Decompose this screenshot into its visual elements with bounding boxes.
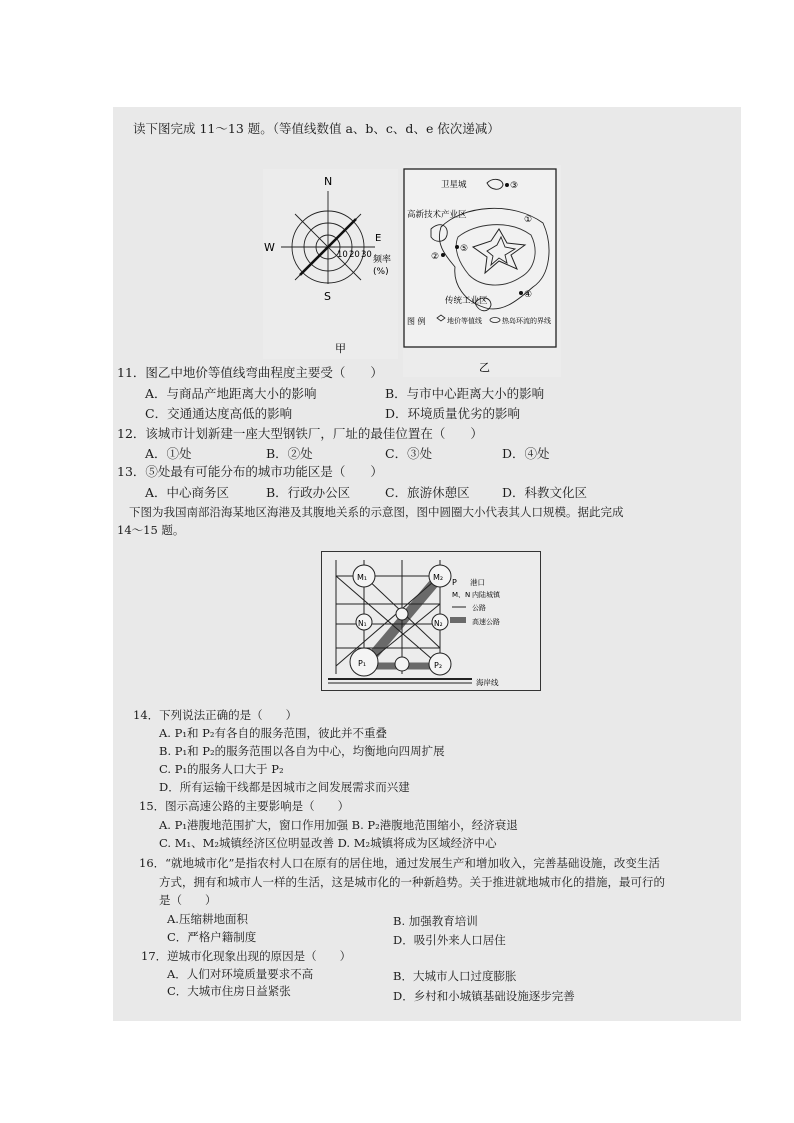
point-4: ④ <box>524 290 533 300</box>
legend-inland: 内陆城镇 <box>472 591 500 599</box>
q14-option-c: C. P₁的服务人口大于 P₂ <box>159 762 284 776</box>
q16-stem-line1: 16．“就地城市化”是指农村人口在原有的居住地，通过发展生产和增加收入，完善基础设施，改变生活 <box>139 856 660 870</box>
q11-option-a: A．与商品产地距离大小的影响 <box>145 386 317 401</box>
legend-mn: M、N <box>452 591 471 599</box>
scale-30: 30 <box>361 250 372 260</box>
q16-option-d: D．吸引外来人口居住 <box>393 933 506 947</box>
figure-port-hinterland <box>321 551 541 691</box>
city-land-price-map <box>403 165 561 377</box>
q17-option-c: C．大城市住房日益紧张 <box>167 984 291 998</box>
q12-stem: 12．该城市计划新建一座大型钢铁厂，厂址的最佳位置在（ ） <box>117 426 483 441</box>
coastline-label: 海岸线 <box>476 678 499 687</box>
q11-option-c: C．交通通达度高低的影响 <box>145 406 293 421</box>
figure-yi <box>403 165 561 377</box>
q17-option-d: D．乡村和小城镇基础设施逐步完善 <box>393 989 575 1003</box>
q15-option-ab: A. P₁港腹地范围扩大，窗口作用加强 B. P₂港腹地范围缩小，经济衰退 <box>159 818 518 832</box>
q13-option-a: A．中心商务区 <box>145 485 230 500</box>
city-m1: M₁ <box>357 573 368 582</box>
city-n2: N₂ <box>434 619 443 628</box>
legend-p: P <box>452 578 457 587</box>
legend-heat-island: 热岛环流的界线 <box>502 317 551 325</box>
q16-stem-line3: 是（ ） <box>159 893 217 907</box>
q13-option-c: C．旅游休憩区 <box>385 485 470 500</box>
port-p1: P₁ <box>358 659 367 668</box>
q14-option-d: D．所有运输干线都是因城市之间发展需求而兴建 <box>159 780 410 794</box>
q11-option-d: D．环境质量优劣的影响 <box>385 406 521 421</box>
q15-option-cd: C. M₁、M₂城镇经济区位明显改善 D. M₂城镇将成为区域经济中心 <box>159 836 497 850</box>
scale-10: 10 <box>337 250 348 260</box>
north-label: N <box>324 175 333 188</box>
q12-option-c: C．③处 <box>385 446 433 461</box>
point-2: ② <box>431 252 440 262</box>
point-3: ③ <box>510 181 519 191</box>
exam-page <box>113 107 741 1021</box>
q13-option-d: D．科教文化区 <box>502 485 588 500</box>
q13-option-b: B．行政办公区 <box>266 485 351 500</box>
wind-rose-diagram <box>263 169 398 359</box>
caption-jia: 甲 <box>335 342 346 355</box>
industrial-zone-label: 传统工业区 <box>445 296 488 306</box>
intro-14-15-line1: 下图为我国南部沿海某地区海港及其腹地关系的示意图，图中圆圈大小代表其人口规模。据此完成 <box>129 505 624 519</box>
legend-label: 图 例 <box>407 317 426 326</box>
city-m2: M₂ <box>433 573 444 582</box>
q11-stem: 11．图乙中地价等值线弯曲程度主要受（ ） <box>117 365 383 380</box>
point-1: ① <box>524 215 533 225</box>
scale-20: 20 <box>349 250 360 260</box>
q16-option-b: B. 加强教育培训 <box>393 914 478 928</box>
legend-road: 公路 <box>472 604 486 612</box>
figure-jia <box>263 169 398 359</box>
q17-stem: 17．逆城市化现象出现的原因是（ ） <box>141 949 352 963</box>
q16-stem-line2: 方式，拥有和城市人一样的生活，这是城市化的一种新趋势。关于推进就地城市化的措施，最可行的 <box>159 875 665 889</box>
q17-option-b: B．大城市人口过度膨胀 <box>393 969 517 983</box>
q12-option-a: A．①处 <box>145 446 192 461</box>
city-n1: N₁ <box>358 619 367 628</box>
intro-14-15-line2: 14～15 题。 <box>117 523 185 537</box>
caption-yi: 乙 <box>479 361 490 374</box>
hitech-zone-label: 高新技术产业区 <box>407 210 467 220</box>
q16-option-c: C．严格户籍制度 <box>167 930 257 944</box>
q11-option-b: B．与市中心距离大小的影响 <box>385 386 545 401</box>
satellite-town-label: 卫星城 <box>441 180 467 190</box>
q14-option-a: A. P₁和 P₂有各自的服务范围，彼此并不重叠 <box>159 726 387 740</box>
port-hinterland-diagram <box>322 552 540 690</box>
east-label: E <box>375 233 382 244</box>
unit-label: (%) <box>373 267 389 277</box>
q12-option-d: D．④处 <box>502 446 550 461</box>
point-5: ⑤ <box>460 244 469 254</box>
frequency-label: 频率 <box>373 255 392 265</box>
south-label: S <box>324 290 331 303</box>
q13-stem: 13．⑤处最有可能分布的城市功能区是（ ） <box>117 464 383 479</box>
west-label: W <box>264 241 275 254</box>
q14-option-b: B. P₁和 P₂的服务范围以各自为中心，均衡地向四周扩展 <box>159 744 445 758</box>
port-p2: P₂ <box>434 661 443 670</box>
q15-stem: 15．图示高速公路的主要影响是（ ） <box>139 799 350 813</box>
q17-option-a: A．人们对环境质量要求不高 <box>167 967 314 981</box>
legend-port: 港口 <box>470 578 485 587</box>
q14-stem: 14．下列说法正确的是（ ） <box>133 708 298 722</box>
intro-11-13: 读下图完成 11～13 题。（等值线数值 a、b、c、d、e 依次递减） <box>133 121 500 136</box>
q12-option-b: B．②处 <box>266 446 313 461</box>
legend-contour: 地价等值线 <box>447 317 482 325</box>
legend-highway: 高速公路 <box>472 618 500 626</box>
q16-option-a: A.压缩耕地面积 <box>167 912 248 926</box>
